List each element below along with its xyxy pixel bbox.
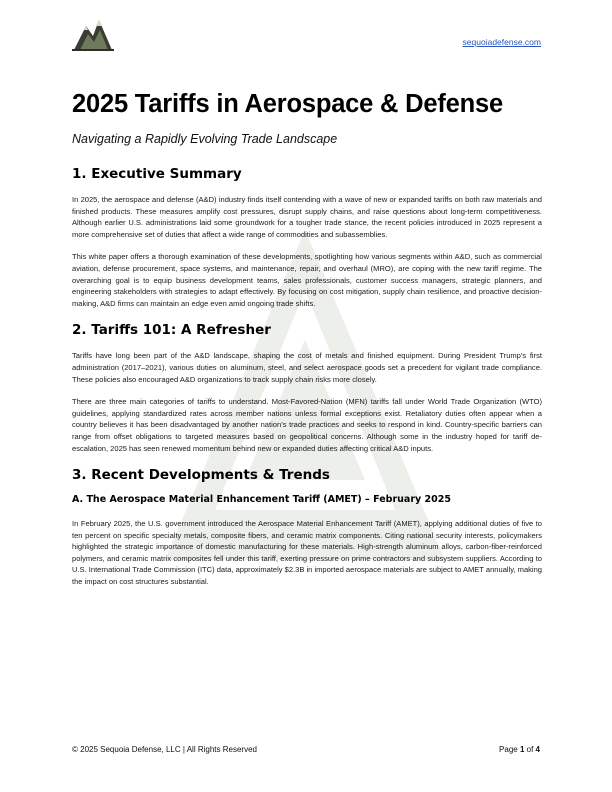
paragraph: In February 2025, the U.S. government introduced the Aerospace Material Enhancement Tariff (AMET), applying additional duties of five to ten percent on specific specialty metals, composite fibers, and ceramic matrix components. Citing national security interests, policymakers highlighted the strategic importance of domestic manufacturing for these materials. High-strength aluminum alloys, carbon-fiber-reinforced polymers, and ceramic matrix composites fell under this tariff, exerting pressure on prime contractors and subsystem suppliers. According to U.S. International Trade Commission (ITC) data, approximately $2.3B in imported aerospace materials are subject to AMET annually, making the impact on cost structures substantial.	[72, 519, 542, 587]
page-of: of	[526, 745, 534, 754]
document-subtitle: Navigating a Rapidly Evolving Trade Landscape	[72, 132, 338, 146]
section-heading-recent-developments: 3. Recent Developments & Trends	[72, 467, 330, 484]
paragraph: There are three main categories of tariffs to understand. Most-Favored-Nation (MFN) tariffs fall under World Trade Organization (WTO) guidelines, applying standardized rates across member nations unless formal exceptions exist. Retaliatory duties often appear when a country believes it has been disadvantaged by another nation’s trade practices and seeks to respond in kind. Country-specific barriers can range from offset obligations to targeted measures based on geopolitical concerns. Although some in the industry hoped for tariff de-escalation, 2025 has seen renewed momentum behind new or expanded duties affecting critical A&D inputs.	[72, 397, 542, 453]
mountain-logo-icon	[70, 14, 116, 52]
page-prefix: Page	[499, 745, 518, 754]
website-link[interactable]: sequoiadefense.com	[462, 37, 541, 47]
page-total: 4	[535, 745, 540, 754]
section-heading-executive-summary: 1. Executive Summary	[72, 166, 242, 182]
subsection-heading-amet: A. The Aerospace Material Enhancement Tariff (AMET) – February 2025	[72, 494, 451, 506]
paragraph: This white paper offers a thorough examination of these developments, spotlighting how various segments within A&D, such as commercial aviation, defense procurement, space systems, and maintenance, repair, and overhaul (MRO), are coping with the new tariff regime. The overarching goal is to equip business development teams, sales professionals, customer success managers, strategic planners, and engineering stakeholders with strategies to adapt effectively. By focusing on cost mitigation, supply chain resilience, and proactive decision-making, A&D firms can maintain an edge even amid ongoing trade shifts.	[72, 252, 542, 308]
main-content	[72, 88, 542, 588]
document-title: 2025 Tariffs in Aerospace & Defense	[72, 90, 503, 118]
section-heading-tariffs-101: 2. Tariffs 101: A Refresher	[72, 322, 271, 339]
footer-copyright: © 2025 Sequoia Defense, LLC | All Rights Reserved	[72, 745, 257, 754]
paragraph: Tariffs have long been part of the A&D landscape, shaping the cost of metals and finished equipment. During President Trump’s first administration (2017–2021), various duties on aluminum, steel, and select aerospace goods set a precedent for vigilant trade compliance. These policies also encouraged A&D organizations to track supply chain risks more closely.	[72, 351, 542, 384]
paragraph: In 2025, the aerospace and defense (A&D) industry finds itself contending with a wave of new or expanded tariffs on both raw materials and finished products. These measures amplify cost pressures, disrupt supply chains, and raise questions about long-term competitiveness. Although earlier U.S. administrations laid some groundwork for a tougher trade stance, the recent policies introduced in 2025 represent a more comprehensive set of duties that affect a wide range of commodities and subassemblies.	[72, 195, 542, 239]
page-current: 1	[519, 745, 525, 754]
footer-page-number	[499, 745, 540, 754]
